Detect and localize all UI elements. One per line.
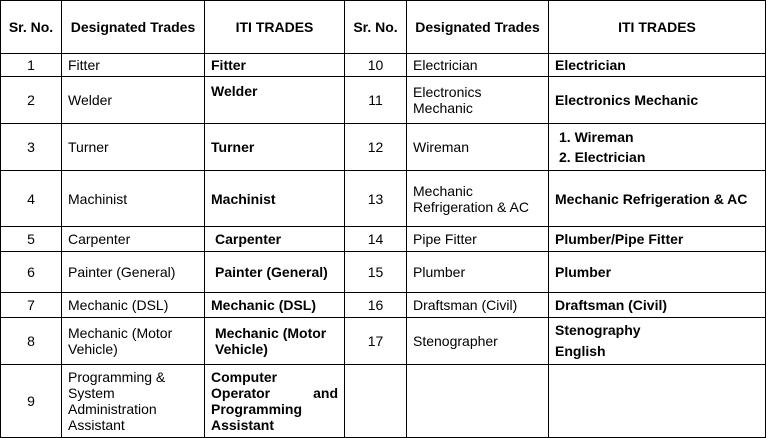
iti-trade-line: Plumber [555,264,612,280]
header-designated-trades: Designated Trades [407,1,549,54]
designated-trade-cell: Pipe Fitter [407,227,549,252]
iti-trade-cell [549,293,766,318]
sr-cell: 12 [345,124,407,171]
iti-trade-cell [549,227,766,252]
designated-trade-cell: Turner [62,124,205,171]
empty-cell [345,365,407,438]
iti-trade-line: English [555,343,606,359]
iti-trade-cell [549,318,766,365]
sr-cell: 8 [1,318,62,365]
designated-trade-cell: Mechanic (DSL) [62,293,205,318]
designated-trade-cell: Mechanic Refrigeration & AC [407,171,549,227]
sr-cell: 2 [1,77,62,124]
iti-trade-cell [205,293,345,318]
iti-trade-line: 1. Wireman [559,129,634,145]
iti-trade-cell [205,318,345,365]
iti-trade-cell [205,252,345,293]
header-designated-trades: Designated Trades [62,1,205,54]
iti-trade-line: Turner [211,139,255,155]
designated-trade-cell: Welder [62,77,205,124]
iti-trade-line: Electrician [555,57,626,73]
iti-trade-cell: Computer Operator and Programming Assistant [205,365,345,438]
sr-cell: 16 [345,293,407,318]
table-row [1,318,766,365]
table-row [1,293,766,318]
designated-trade-cell: Programming & System Administration Assistant [62,365,205,438]
iti-trade-cell [205,124,345,171]
iti-trade-line: Electronics Mechanic [555,92,699,108]
designated-trade-cell: Draftsman (Civil) [407,293,549,318]
table-row [1,124,766,171]
iti-trade-cell [549,252,766,293]
iti-trade-cell [549,171,766,227]
iti-trade-line: Machinist [211,190,276,207]
table-row [1,54,766,77]
sr-cell: 5 [1,227,62,252]
iti-trade-line: Draftsman (Civil) [555,297,668,313]
sr-cell: 4 [1,171,62,227]
designated-trade-cell: Machinist [62,171,205,227]
iti-trade-line: Stenography [555,322,641,338]
designated-trade-cell: Stenographer [407,318,549,365]
designated-trade-cell: Plumber [407,252,549,293]
header-iti-trades: ITI TRADES [549,1,766,54]
iti-trade-line: Mechanic (DSL) [211,297,317,313]
empty-cell [407,365,549,438]
sr-cell: 6 [1,252,62,293]
sr-cell: 13 [345,171,407,227]
sr-cell: 3 [1,124,62,171]
iti-trade-line: Painter (General) [215,264,328,280]
iti-trade-line: Fitter [211,57,246,73]
iti-trade-cell [205,227,345,252]
designated-trade-cell: Electrician [407,54,549,77]
sr-cell: 7 [1,293,62,318]
iti-trade-cell [549,124,766,171]
sr-cell: 14 [345,227,407,252]
iti-trade-cell [205,171,345,227]
iti-trade-line: Welder [211,83,258,99]
table-row [1,227,766,252]
iti-trade-cell [549,54,766,77]
iti-trade-cell [549,77,766,124]
empty-cell [549,365,766,438]
iti-trade-line: 2. Electrician [559,149,646,165]
iti-trade-line: Mechanic Refrigeration & AC [555,190,748,207]
designated-trade-cell: Wireman [407,124,549,171]
iti-trade-line: Mechanic (Motor Vehicle) [215,325,327,357]
table-row [1,365,766,438]
sr-cell: 15 [345,252,407,293]
designated-trade-cell: Carpenter [62,227,205,252]
table-row [1,171,766,227]
header-iti-trades: ITI TRADES [205,1,345,54]
table-row [1,252,766,293]
table-row [1,77,766,124]
iti-trade-line: Plumber/Pipe Fitter [555,231,684,247]
header-sr-no: Sr. No. [345,1,407,54]
designated-trade-cell: Mechanic (Motor Vehicle) [62,318,205,365]
sr-cell: 9 [1,365,62,438]
designated-trade-cell: Fitter [62,54,205,77]
designated-trade-cell: Electronics Mechanic [407,77,549,124]
iti-trade-cell [205,54,345,77]
sr-cell: 17 [345,318,407,365]
header-sr-no: Sr. No. [1,1,62,54]
sr-cell: 1 [1,54,62,77]
sr-cell: 10 [345,54,407,77]
designated-trade-cell: Painter (General) [62,252,205,293]
sr-cell: 11 [345,77,407,124]
header-row [1,1,766,54]
iti-trade-line: Carpenter [215,231,282,247]
iti-trade-cell [205,77,345,124]
